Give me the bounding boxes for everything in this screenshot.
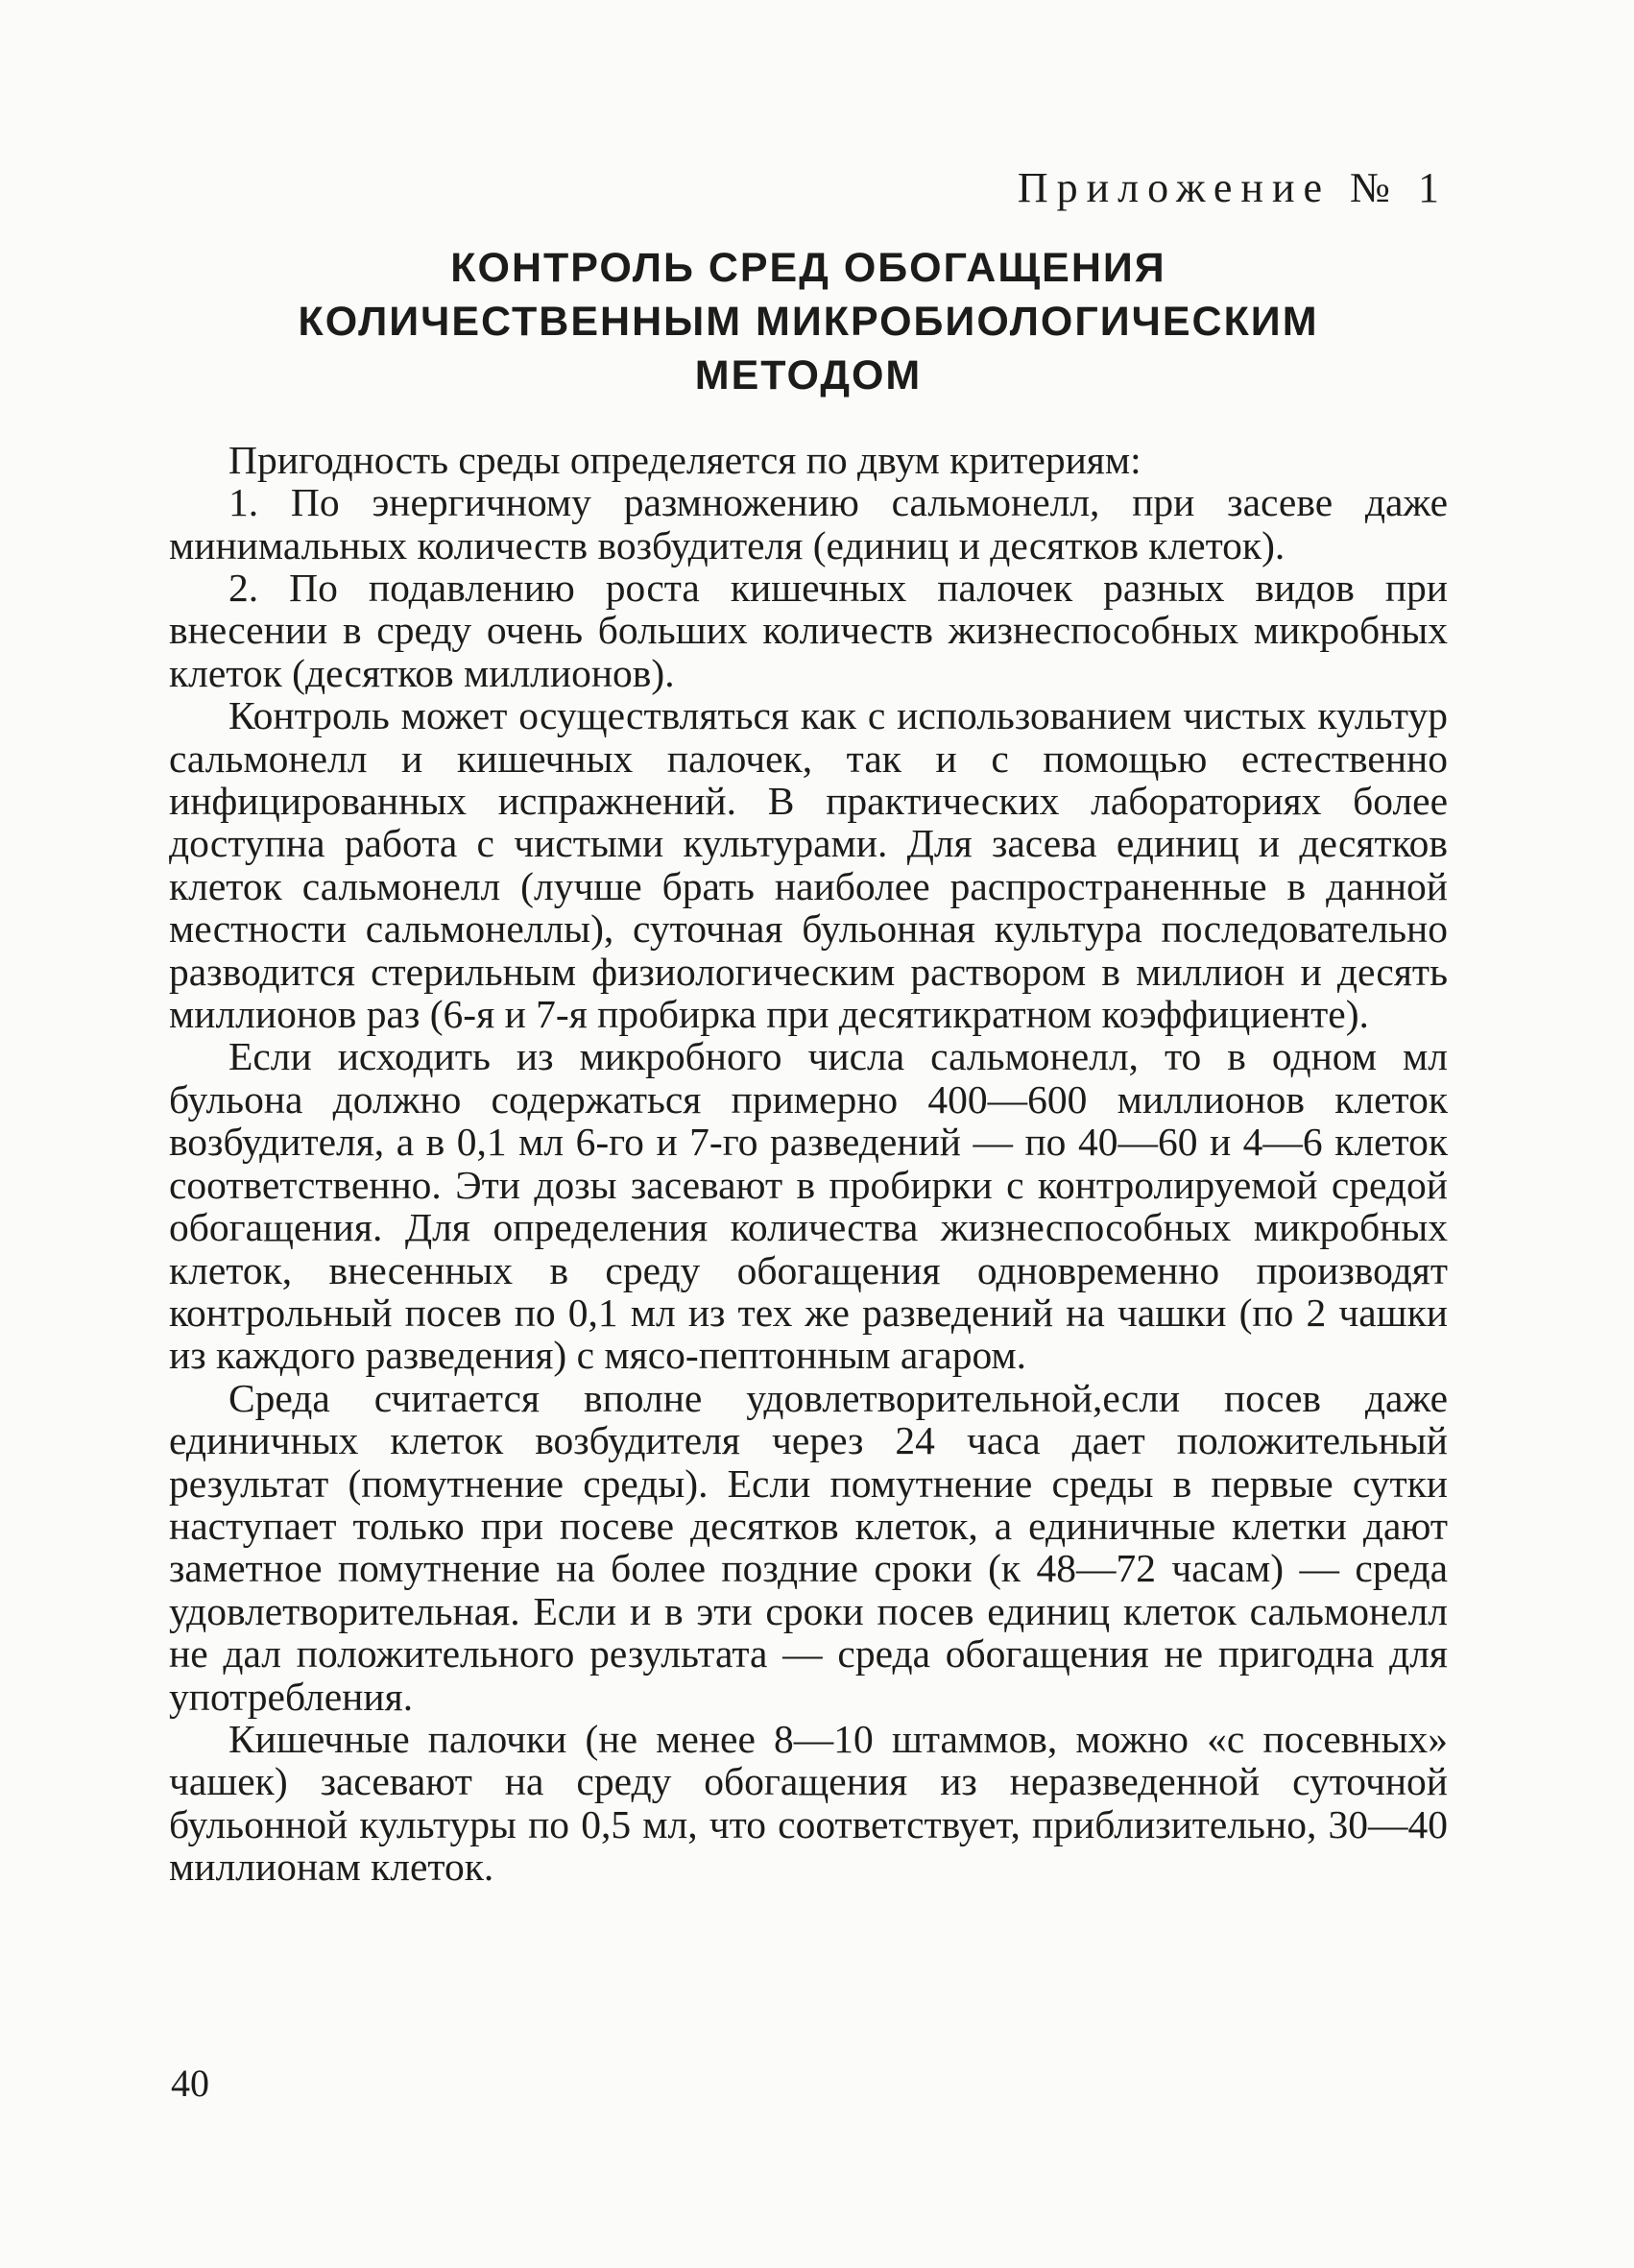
paragraph-evaluation: Среда считается вполне удовлетворительной,если посев даже единичных клеток возбудителя через 24 часа дает положительный результат (помутнение среды). Если помутнение среды в первые сутки наступает только при посеве десятков клеток, а единичные клетки дают заметное помутнение на более поздние сроки (к 48—72 часам) — среда удовлетворительная. Если и в эти сроки посев единиц клеток сальмонелл не дал положительного результата — среда обогащения не пригодна для употребления.: [169, 1375, 1448, 1719]
document-title: [169, 241, 1448, 402]
page-number: 40: [171, 2062, 209, 2105]
body-text: [169, 439, 1448, 1889]
title-line-2: КОЛИЧЕСТВЕННЫМ МИКРОБИОЛОГИЧЕСКИМ: [298, 298, 1319, 345]
document-page: [169, 163, 1448, 1889]
paragraph-microbial-count: Если исходить из микробного числа сальмонелл, то в одном мл бульона должно содержаться примерно 400—600 миллионов клеток возбудителя, а в 0,1 мл 6-го и 7-го разведений — по 40—60 и 4—6 клеток соответственно. Эти дозы засевают в пробирки с контролируемой средой обогащения. Для определения количества жизнеспособных микробных клеток, внесенных в среду обогащения одновременно производят контрольный посев по 0,1 мл из тех же разведений на чашки (по 2 чашки из каждого разведения) с мясо-пептонным агаром.: [169, 1034, 1448, 1378]
paragraph-intro: Пригодность среды определяется по двум критериям:: [228, 437, 1141, 482]
paragraph-e-coli: Кишечные палочки (не менее 8—10 штаммов, можно «с посевных» чашек) засевают на среду обогащения из неразведенной суточной бульонной культуры по 0,5 мл, что соответствует, приблизительно, 30—40 миллионам клеток.: [169, 1716, 1448, 1890]
paragraph-criterion-1: 1. По энергичному размножению сальмонелл, при засеве даже минимальных количеств возбудителя (единиц и десятков клеток).: [169, 480, 1448, 567]
paragraph-control-methods: Контроль может осуществляться как с использованием чистых культур сальмонелл и кишечных палочек, так и с помощью естественно инфицированных испражнений. В практических лабораториях более доступна работа с чистыми культурами. Для засева единиц и десятков клеток сальмонелл (лучше брать наиболее распространенные в данной местности сальмонеллы), суточная бульонная культура последовательно разводится стерильным физиологическим раствором в миллион и десять миллионов раз (6-я и 7-я пробирка при десятикратном коэффициенте).: [169, 693, 1448, 1037]
title-line-1: КОНТРОЛЬ СРЕД ОБОГАЩЕНИЯ: [450, 244, 1166, 291]
title-line-3: МЕТОДОМ: [694, 351, 923, 398]
appendix-label: Приложение № 1: [1017, 164, 1448, 211]
paragraph-criterion-2: 2. По подавлению роста кишечных палочек разных видов при внесении в среду очень больших количеств жизнеспособных микробных клеток (десятков миллионов).: [169, 566, 1448, 695]
